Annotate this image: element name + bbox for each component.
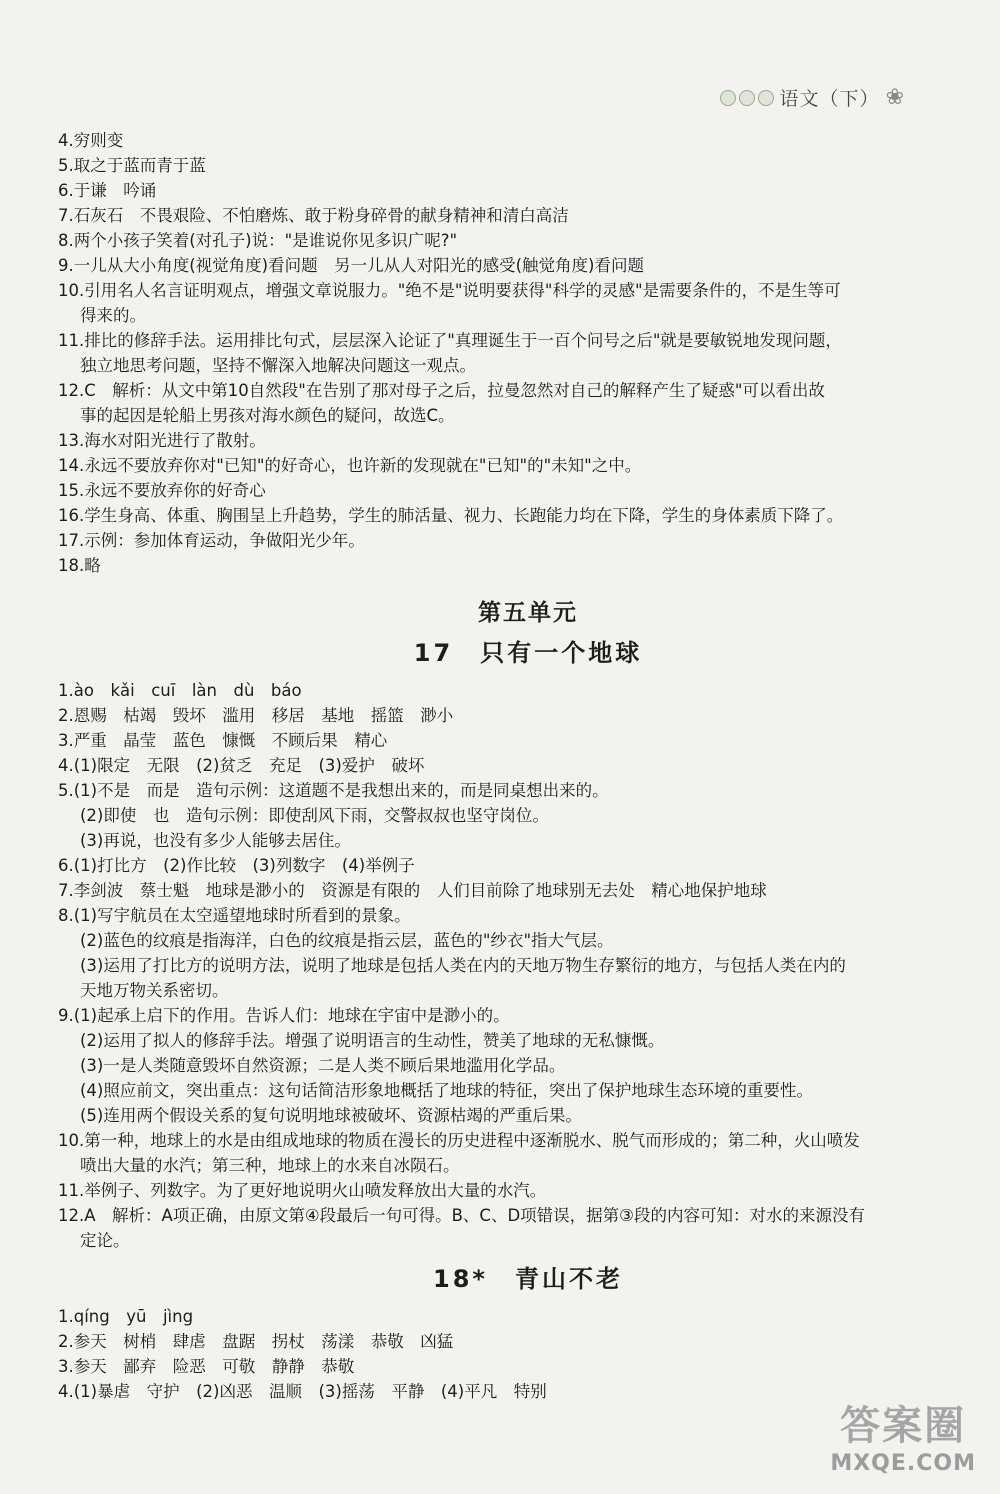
- answer-line: 5.取之于蓝而青于蓝: [58, 156, 206, 175]
- answer-line: 3.参天 鄙弃 险恶 可敬 静静 恭敬: [58, 1357, 355, 1376]
- answer-line: 4.(1)暴虐 守护 (2)凶恶 温顺 (3)摇荡 平静 (4)平凡 特别: [58, 1382, 547, 1401]
- answer-line: 7.石灰石 不畏艰险、不怕磨炼、敢于粉身碎骨的献身精神和清白高洁: [58, 206, 569, 225]
- lesson-18-title: 18* 青山不老: [433, 1265, 623, 1293]
- answer-line: 18.略: [58, 556, 101, 575]
- watermark: [830, 1394, 976, 1476]
- answer-line: 6.(1)打比方 (2)作比较 (3)列数字 (4)举例子: [58, 856, 415, 875]
- answer-line: 11.举例子、列数字。为了更好地说明火山喷发释放出大量的水汽。: [58, 1181, 547, 1200]
- header-dot-icon: [720, 90, 736, 106]
- answer-line: 2.恩赐 枯竭 毁坏 滥用 移居 基地 摇篮 渺小: [58, 706, 454, 725]
- answer-line: (3)运用了打比方的说明方法，说明了地球是包括人类在内的天地万物生存繁衍的地方，与包括人类在内的: [80, 956, 846, 975]
- answer-line: (2)即使 也 造句示例：即使刮风下雨，交警叔叔也坚守岗位。: [80, 806, 549, 825]
- header-dot-icon: [758, 90, 774, 106]
- header-decoration: [720, 90, 774, 106]
- answer-line: 9.一儿从大小角度(视觉角度)看问题 另一儿从人对阳光的感受(触觉角度)看问题: [58, 256, 644, 275]
- answer-line: 定论。: [80, 1231, 130, 1250]
- answer-line: 13.海水对阳光进行了散射。: [58, 431, 266, 450]
- answer-line: 10.引用名人名言证明观点，增强文章说服力。"绝不是"说明要获得"科学的灵感"是需要条件的，不是生等可: [58, 281, 841, 300]
- answer-line: (2)蓝色的纹痕是指海洋，白色的纹痕是指云层，蓝色的"纱衣"指大气层。: [80, 931, 614, 950]
- answer-line: 12.C 解析：从文中第10自然段"在告别了那对母子之后，拉曼忽然对自己的解释产生了疑惑"可以看出故: [58, 381, 825, 400]
- unit-title: 第五单元: [478, 600, 578, 626]
- answer-line: (3)再说，也没有多少人能够去居住。: [80, 831, 351, 850]
- answer-line: (5)连用两个假设关系的复句说明地球被破坏、资源枯竭的严重后果。: [80, 1106, 582, 1125]
- answer-line: (3)一是人类随意毁坏自然资源；二是人类不顾后果地滥用化学品。: [80, 1056, 566, 1075]
- answer-line: 10.第一种，地球上的水是由组成地球的物质在漫长的历史进程中逐渐脱水、脱气而形成的；第二种，火山喷发: [58, 1131, 860, 1150]
- answer-line: 14.永远不要放弃你对"已知"的好奇心，也许新的发现就在"已知"的"未知"之中。: [58, 456, 642, 475]
- answer-line: 1.ào kǎi cuī làn dù báo: [58, 681, 302, 700]
- answer-line: 喷出大量的水汽；第三种，地球上的水来自冰陨石。: [80, 1156, 460, 1175]
- lesson-18-answers: [58, 1304, 898, 1404]
- answer-line: 得来的。: [80, 306, 146, 325]
- lesson-17-answers: [58, 678, 898, 1253]
- answer-line: (4)照应前文，突出重点：这句话简洁形象地概括了地球的特征，突出了保护地球生态环境的重要性。: [80, 1081, 813, 1100]
- header-title: 语文（下）: [779, 88, 880, 110]
- answer-line: 12.A 解析：A项正确，由原文第④段最后一句可得。B、C、D项错误，据第③段的内容可知：对水的来源没有: [58, 1206, 865, 1225]
- page-header: [720, 84, 904, 111]
- answer-line: 16.学生身高、体重、胸围呈上升趋势，学生的肺活量、视力、长跑能力均在下降，学生的身体素质下降了。: [58, 506, 844, 525]
- answer-line: 4.穷则变: [58, 131, 124, 150]
- answer-line: 5.(1)不是 而是 造句示例：这道题不是我想出来的，而是同桌想出来的。: [58, 781, 609, 800]
- answer-line: 4.(1)限定 无限 (2)贫乏 充足 (3)爱护 破坏: [58, 756, 425, 775]
- answer-line: 3.严重 晶莹 蓝色 慷慨 不顾后果 精心: [58, 731, 388, 750]
- header-dot-icon: [739, 90, 755, 106]
- answer-line: 9.(1)起承上启下的作用。告诉人们：地球在宇宙中是渺小的。: [58, 1006, 510, 1025]
- answer-line: 2.参天 树梢 肆虐 盘踞 拐杖 荡漾 恭敬 凶猛: [58, 1332, 454, 1351]
- answer-line: 6.于谦 吟诵: [58, 181, 157, 200]
- answer-content: [58, 128, 898, 1404]
- section-answers: [58, 128, 898, 578]
- answer-line: 天地万物关系密切。: [80, 981, 229, 1000]
- answer-line: 8.(1)写宇航员在太空遥望地球时所看到的景象。: [58, 906, 411, 925]
- answer-line: 1.qíng yū jìng: [58, 1307, 194, 1326]
- answer-line: 8.两个小孩子笑着(对孔子)说："是谁说你见多识广呢?": [58, 231, 458, 250]
- answer-line: (2)运用了拟人的修辞手法。增强了说明语言的生动性，赞美了地球的无私慷慨。: [80, 1031, 665, 1050]
- answer-line: 15.永远不要放弃你的好奇心: [58, 481, 266, 500]
- answer-line: 独立地思考问题，坚持不懈深入地解决问题这一观点。: [80, 356, 476, 375]
- lesson-17-title: 17 只有一个地球: [413, 639, 643, 667]
- answer-line: 11.排比的修辞手法。运用排比句式，层层深入论证了"真理诞生于一百个问号之后"就是要敏锐地发现问题，: [58, 331, 842, 350]
- watermark-url: MXQE.COM: [830, 1451, 976, 1476]
- answer-line: 7.李剑波 蔡士魁 地球是渺小的 资源是有限的 人们目前除了地球别无去处 精心地保护地球: [58, 881, 767, 900]
- header-swirl-icon: ❀: [885, 85, 904, 110]
- answer-line: 事的起因是轮船上男孩对海水颜色的疑问，故选C。: [80, 406, 455, 425]
- watermark-logo: 答案圈: [840, 1403, 967, 1449]
- answer-line: 17.示例：参加体育运动，争做阳光少年。: [58, 531, 365, 550]
